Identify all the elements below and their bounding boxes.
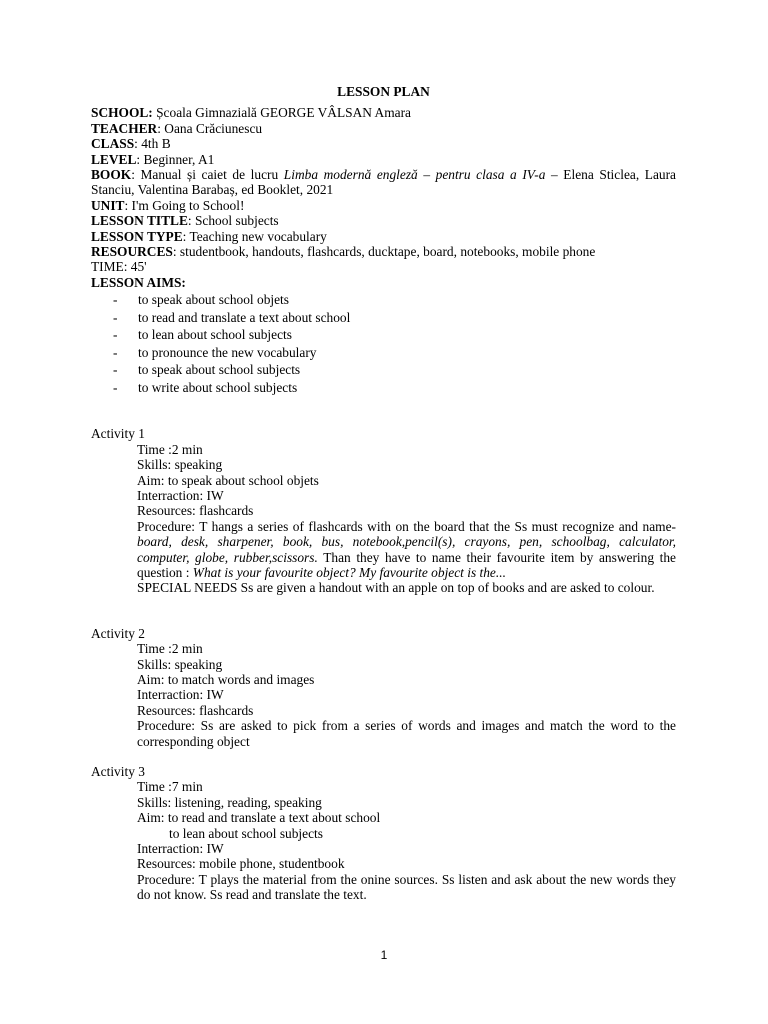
activity-2-heading: Activity 2 (91, 625, 145, 641)
dash-bullet: - (113, 327, 118, 343)
activity-3 (91, 764, 676, 903)
activity-1-procedure: Procedure: T hangs a series of flashcards with on the board that the Ss must recognize and name- board, desk, sharpener, book, bus, notebook,pencil(s), crayons, pen, schoolbag, calculator, computer, globe, rubber,scissors. Than they have to name their favourite item by answering the question : What is your favourite object? My favourite object is the... (137, 518, 676, 580)
activity-2-skills: Skills: speaking (137, 656, 223, 672)
unit-line (91, 198, 676, 213)
school-value: Școala Gimnazială GEORGE VÂLSAN Amara (152, 105, 411, 121)
page-title: LESSON PLAN (337, 84, 430, 99)
school-label: SCHOOL: (91, 105, 153, 121)
list-item: - to pronounce the new vocabulary (113, 344, 317, 360)
activity-3-time: Time :7 min (137, 779, 203, 795)
unit-value: : I'm Going to School! (124, 197, 245, 213)
activity-1-resources: Resources: flashcards (137, 503, 254, 519)
resources-line (91, 244, 676, 259)
resources-label: RESOURCES (91, 244, 173, 260)
document-page (91, 84, 676, 903)
book-pre: : Manual și caiet de lucru (131, 167, 284, 183)
book-label: BOOK (91, 167, 132, 183)
aims-label: LESSON AIMS: (91, 274, 186, 290)
list-item: - to write about school subjects (113, 379, 298, 395)
level-label: LEVEL (91, 151, 137, 167)
lesson-title-line (91, 213, 676, 228)
class-label: CLASS (91, 136, 135, 152)
class-value: : 4th B (134, 136, 171, 152)
lesson-type-value: : Teaching new vocabulary (182, 228, 327, 244)
activity-3-aim: Aim: to read and translate a text about school (137, 810, 381, 826)
book-line (91, 167, 676, 198)
activity-1-special-needs: SPECIAL NEEDS Ss are given a handout with an apple on top of books and are asked to colour. (137, 580, 655, 596)
page-number: 1 (380, 948, 388, 962)
lesson-type-line (91, 229, 676, 244)
level-line (91, 152, 676, 167)
aims-list (91, 291, 676, 396)
activity-2 (91, 626, 676, 749)
activity-3-resources: Resources: mobile phone, studentbook (137, 856, 345, 872)
lesson-title-value: : School subjects (187, 213, 279, 229)
activity-2-resources: Resources: flashcards (137, 702, 254, 718)
dash-bullet: - (113, 344, 118, 360)
activity-1-interaction: Interraction: IW (137, 487, 224, 503)
activity-3-heading: Activity 3 (91, 764, 145, 779)
list-item: - to speak about school subjects (113, 362, 301, 378)
lesson-type-label: LESSON TYPE (91, 228, 183, 244)
activity-3-procedure: Procedure: T plays the material from the onine sources. Ss listen and ask about the new words they do not know. Ss read and translate the text. (137, 871, 676, 903)
activity-2-interaction: Interraction: IW (137, 687, 224, 703)
teacher-value: : Oana Crăciunescu (157, 120, 263, 136)
activity-2-procedure: Procedure: Ss are asked to pick from a series of words and images and match the word to the corresponding object (137, 718, 676, 749)
activity-1-heading: Activity 1 (91, 426, 145, 442)
unit-label: UNIT (91, 197, 125, 213)
activity-1-skills: Skills: speaking (137, 457, 223, 473)
activity-2-aim: Aim: to match words and images (137, 671, 315, 687)
lesson-title-label: LESSON TITLE (91, 213, 188, 229)
book-title: Limba modernă engleză – pentru clasa a IV-a (283, 167, 546, 183)
teacher-label: TEACHER (91, 120, 158, 136)
activity-3-interaction: Interraction: IW (137, 841, 224, 857)
activity-3-aim-2: to lean about school subjects (169, 825, 323, 841)
teacher-line (91, 121, 676, 136)
activity-1-aim: Aim: to speak about school objets (137, 472, 319, 488)
list-item: - to speak about school objets (113, 292, 289, 308)
activity-1 (91, 426, 676, 595)
dash-bullet: - (113, 379, 118, 395)
dash-bullet: - (113, 309, 118, 325)
level-value: : Beginner, A1 (136, 151, 215, 167)
book-post: – Elena Sticlea, Laura Stanciu, Valentina Barabaș, ed Booklet, 2021 (91, 167, 676, 198)
time-line: TIME: 45' (91, 259, 147, 275)
list-item: - to read and translate a text about school (113, 309, 351, 325)
resources-value: : studentbook, handouts, flashcards, ducktape, board, notebooks, mobile phone (172, 244, 596, 260)
list-item: - to lean about school subjects (113, 327, 292, 343)
activity-2-time: Time :2 min (137, 641, 203, 657)
activity-1-time: Time :2 min (137, 441, 203, 457)
activity-3-skills: Skills: listening, reading, speaking (137, 794, 322, 810)
school-line (91, 105, 676, 120)
class-line (91, 136, 676, 151)
dash-bullet: - (113, 362, 118, 378)
dash-bullet: - (113, 292, 118, 308)
